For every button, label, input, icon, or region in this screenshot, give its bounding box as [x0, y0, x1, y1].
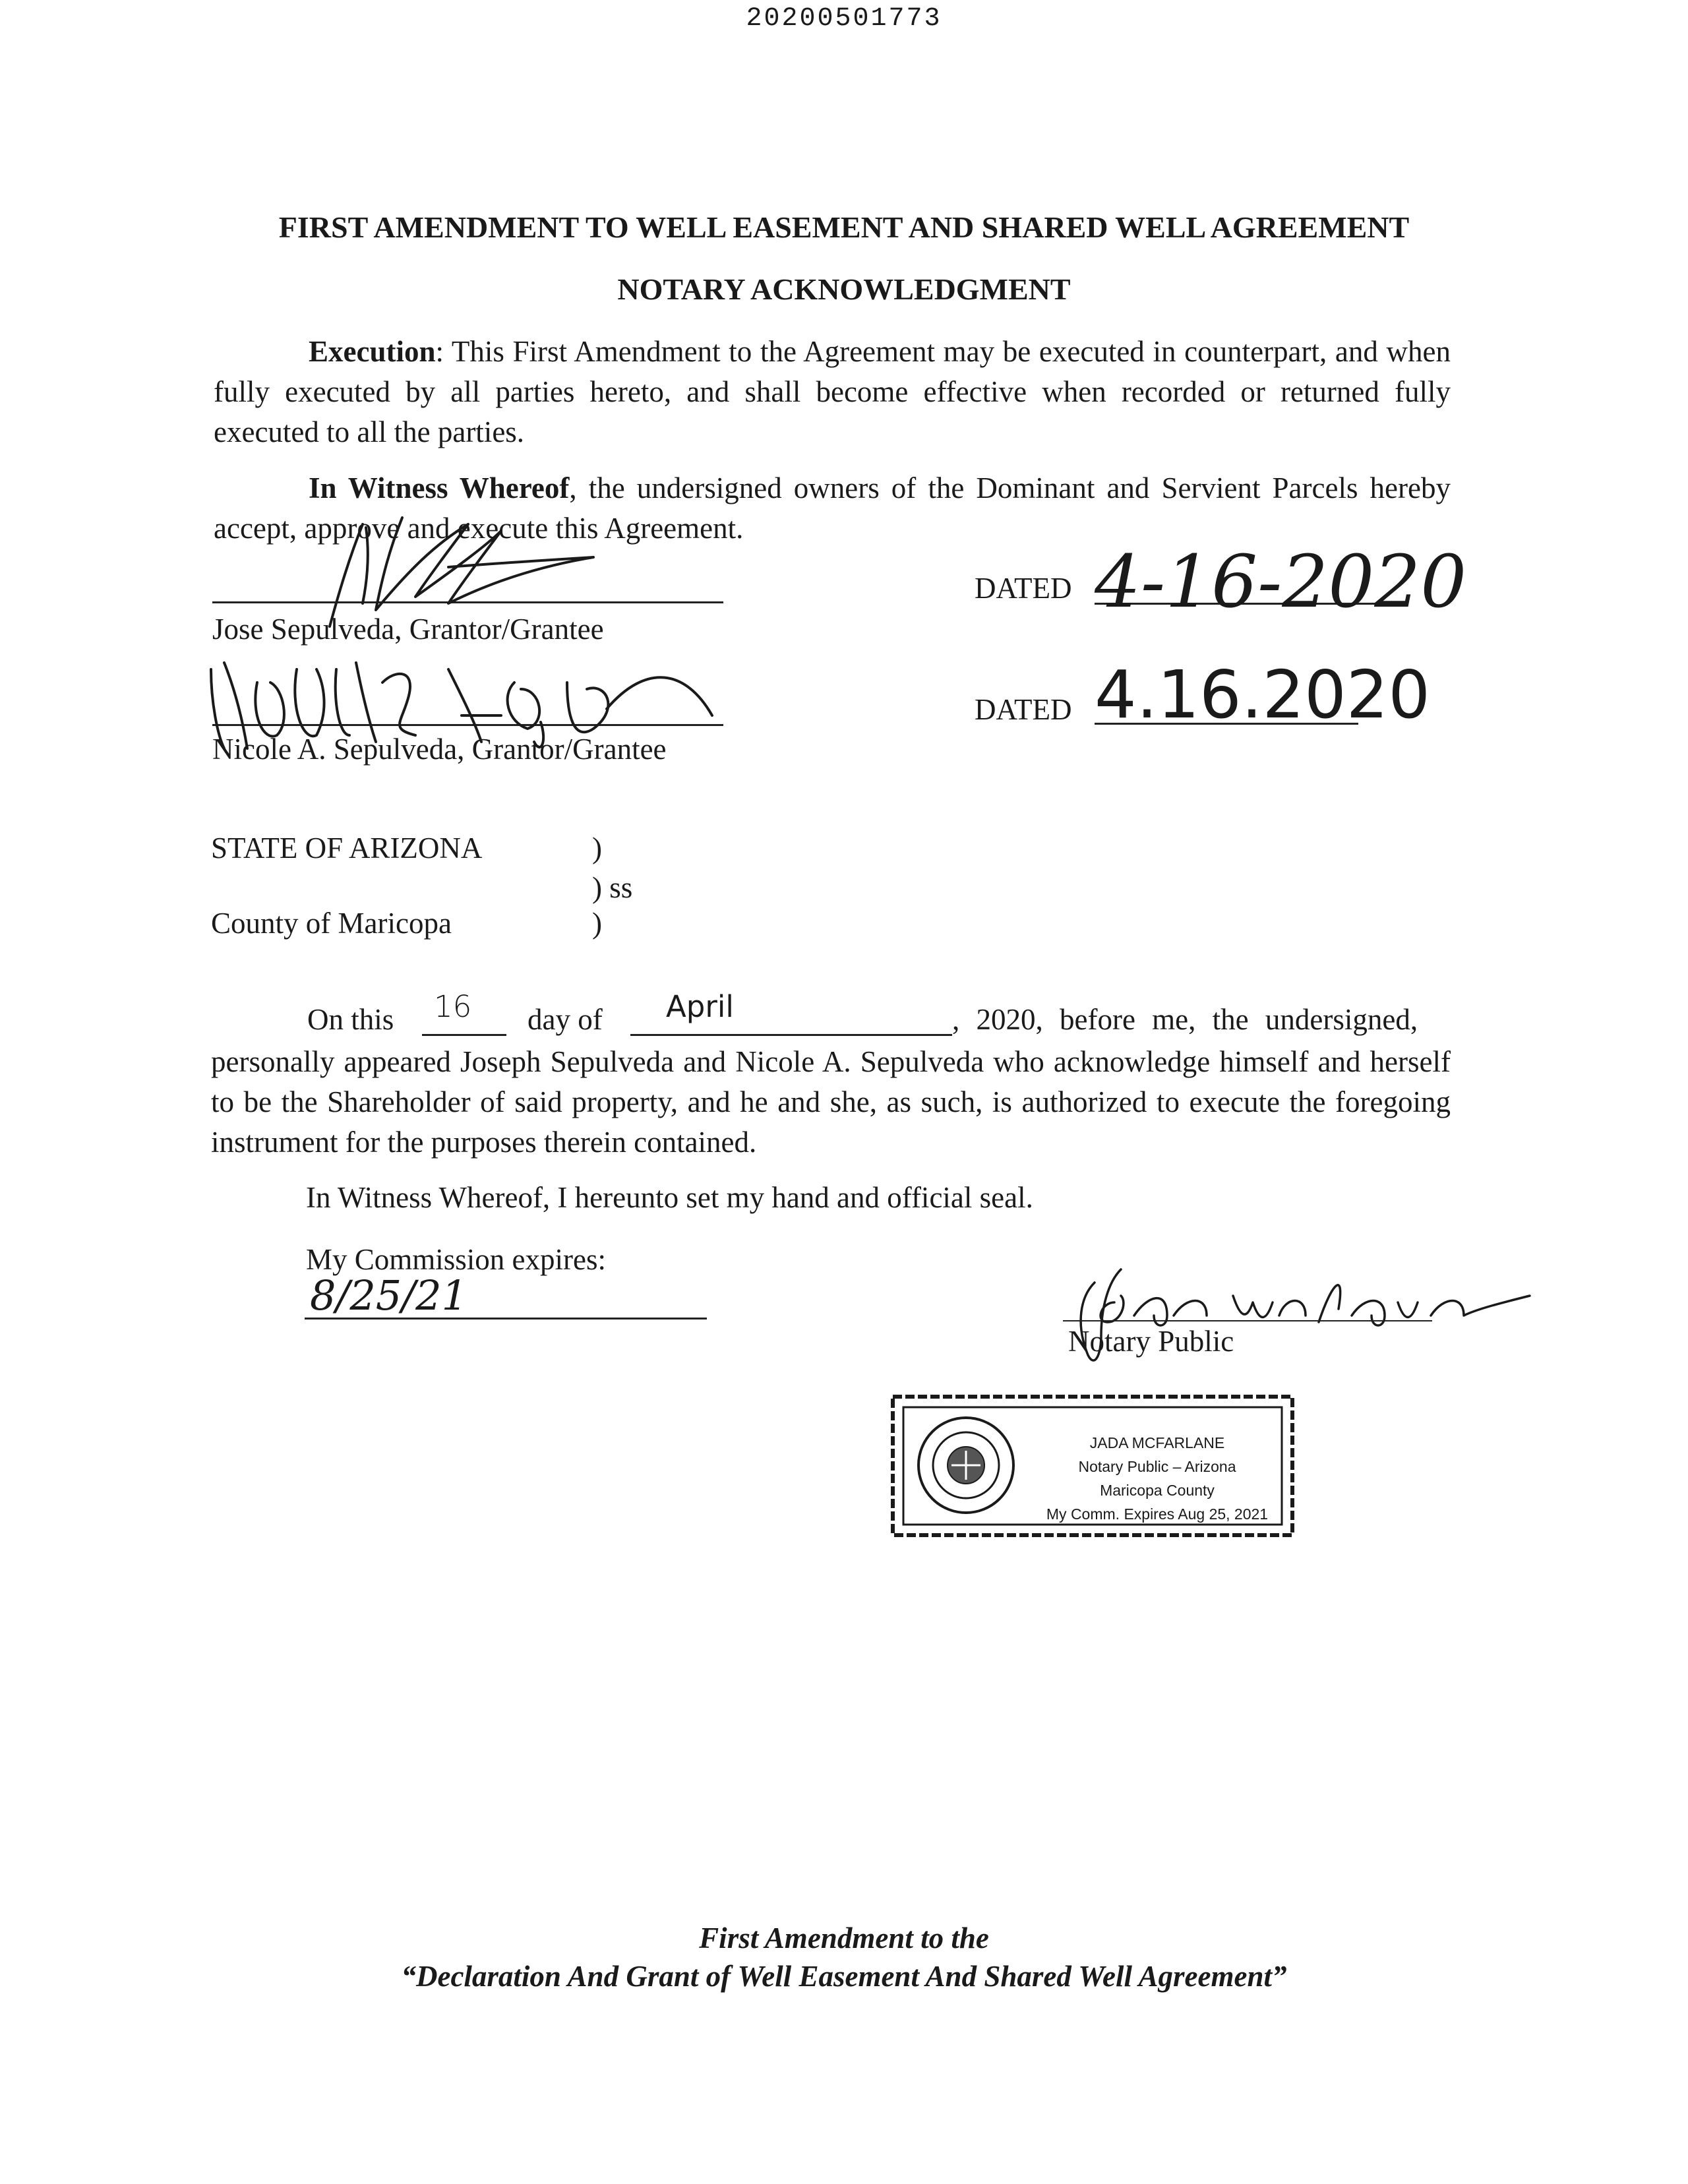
footer-line-2: “Declaration And Grant of Well Easement And Shared Well Agreement”: [401, 1960, 1287, 1993]
dated-label-2: DATED: [975, 693, 1072, 726]
seal-county: Maricopa County: [1100, 1482, 1215, 1499]
ack-day-of: day of: [528, 1003, 603, 1036]
ack-month-line: [630, 1034, 952, 1036]
venue-ss: ) ss: [592, 871, 633, 904]
signer-jose-label: Jose Sepulveda, Grantor/Grantee: [212, 613, 604, 646]
execution-label: Execution: [309, 335, 436, 368]
ack-day-line: [422, 1034, 506, 1036]
notary-signature-line: [1063, 1320, 1432, 1321]
jose-signature: [251, 511, 725, 643]
ack-witness-line: In Witness Whereof, I hereunto set my hand and official seal.: [306, 1181, 1033, 1214]
witness-label: In Witness Whereof: [309, 471, 570, 504]
ack-on-this: On this: [307, 1003, 394, 1036]
nicole-signature: [198, 643, 738, 762]
notary-public-label: Notary Public: [1068, 1325, 1234, 1358]
seal-notary-name: JADA MCFARLANE: [1089, 1434, 1225, 1451]
ack-body: personally appeared Joseph Sepulveda and Nicole A. Sepulveda who acknowledge himself and herself to be the Shareholder of said property, and he and she, as such, is authorized to execute the foregoing instrument for the purposes therein contained.: [211, 1045, 1451, 1159]
execution-text: : This First Amendment to the Agreement may be executed in counterpart, and when fully executed by all parties hereto, and shall become effective when recorded or returned fully executed to all the parties.: [214, 335, 1451, 448]
footer-line-1: First Amendment to the: [699, 1922, 989, 1955]
signer-nicole-label: Nicole A. Sepulveda, Grantor/Grantee: [212, 733, 667, 766]
dated-handwriting-2: [1095, 653, 1464, 732]
dated-label-1: DATED: [975, 572, 1072, 605]
document-subtitle: NOTARY ACKNOWLEDGMENT: [617, 272, 1071, 306]
recording-number: 20200501773: [746, 4, 942, 34]
commission-label: My Commission expires:: [306, 1243, 607, 1276]
handwritten-date-1: 4-16-2020: [1095, 539, 1467, 624]
notary-signature: [1055, 1256, 1543, 1381]
notary-seal-text: [1039, 1431, 1276, 1526]
handwritten-month: April: [666, 989, 734, 1024]
seal-expires: My Comm. Expires Aug 25, 2021: [1046, 1505, 1269, 1523]
venue-state: STATE OF ARIZONA: [211, 832, 483, 864]
execution-paragraph: [214, 332, 1451, 452]
witness-text: , the undersigned owners of the Dominant and Servient Parcels hereby accept, approve and execute this Agreement.: [214, 471, 1451, 545]
handwritten-date-2: 4.16.2020: [1095, 656, 1430, 733]
seal-notary-title: Notary Public – Arizona: [1078, 1458, 1236, 1475]
document-title: FIRST AMENDMENT TO WELL EASEMENT AND SHARED WELL AGREEMENT: [278, 210, 1410, 244]
handwritten-commission-date: 8/25/21: [310, 1271, 468, 1320]
venue-county: County of Maricopa: [211, 907, 452, 940]
ack-year-text: , 2020, before me, the undersigned,: [952, 1003, 1418, 1036]
handwritten-day: 16: [434, 989, 472, 1024]
venue-paren-open: ): [592, 832, 602, 864]
venue-paren-close: ): [592, 907, 602, 940]
dated-handwriting-1: [1088, 537, 1550, 643]
